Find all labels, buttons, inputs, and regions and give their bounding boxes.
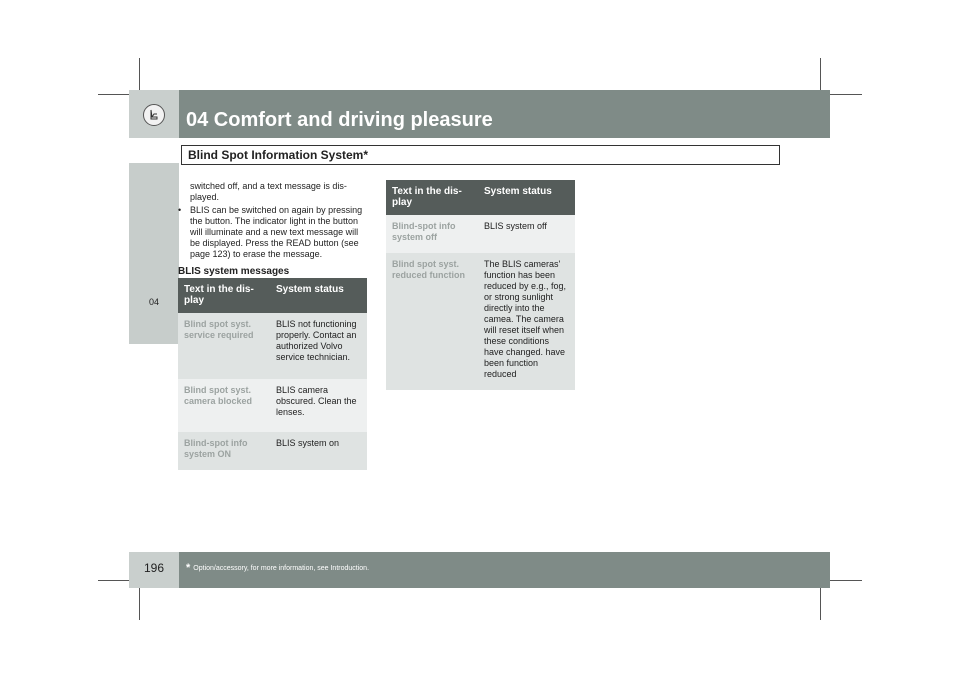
seat-icon-glyph: [148, 109, 160, 121]
side-tab-label: 04: [148, 297, 159, 307]
status-cell: The BLIS cameras' function has been reduced by e.g., fog, or strong sunlight directly into the camea. The camera will reset itself when these conditions have changed. have been function reduced: [478, 253, 575, 390]
column-header-text: Text in the dis-play: [386, 180, 478, 215]
footer-star: *: [186, 562, 191, 574]
section-title: Blind Spot Information System*: [188, 148, 369, 162]
section-title-box: [181, 145, 780, 165]
bullet-marker: •: [178, 205, 182, 215]
messages-table-left: [178, 278, 367, 470]
status-cell: BLIS not functioning properly. Contact an authorized Volvo service technician.: [270, 313, 367, 379]
bullet-item: [178, 205, 368, 260]
table-row: [178, 432, 367, 470]
footer-note-text: Option/accessory, for more information, see Introduction.: [193, 565, 370, 572]
table-header-row: [178, 278, 367, 313]
footer-note: [186, 562, 369, 574]
table-row: [178, 313, 367, 379]
display-text-cell: Blind spot syst. reduced function: [386, 253, 478, 390]
table-row: [386, 215, 575, 253]
seat-icon: [143, 104, 165, 126]
display-text-cell: Blind spot syst. camera blocked: [178, 379, 270, 432]
column-header-status: System status: [270, 278, 367, 313]
table-row: [178, 379, 367, 432]
crop-mark: [825, 94, 862, 95]
column-header-status: System status: [478, 180, 575, 215]
page-number: 196: [143, 561, 165, 575]
messages-heading: BLIS system messages: [178, 266, 290, 277]
messages-table-right: [386, 180, 575, 390]
table-row: [386, 253, 575, 390]
status-cell: BLIS camera obscured. Clean the lenses.: [270, 379, 367, 432]
chapter-title: 04 Comfort and driving pleasure: [186, 109, 493, 131]
display-text-cell: Blind-spot info system ON: [178, 432, 270, 470]
crop-mark: [825, 580, 862, 581]
status-cell: BLIS system off: [478, 215, 575, 253]
left-column: [178, 181, 368, 278]
table-header-row: [386, 180, 575, 215]
chapter-side-tab: [129, 163, 179, 344]
continuation-text: switched off, and a text message is dis-played.: [190, 181, 347, 202]
status-cell: BLIS system on: [270, 432, 367, 470]
column-header-text: Text in the dis-play: [178, 278, 270, 313]
display-text-cell: Blind spot syst. service required: [178, 313, 270, 379]
bullet-text: BLIS can be switched on again by pressing the button. The indicator light in the button will illuminate and a new text message will be displayed. Press the READ button (see page 123) to erase the message.: [190, 205, 363, 259]
display-text-cell: Blind-spot info system off: [386, 215, 478, 253]
